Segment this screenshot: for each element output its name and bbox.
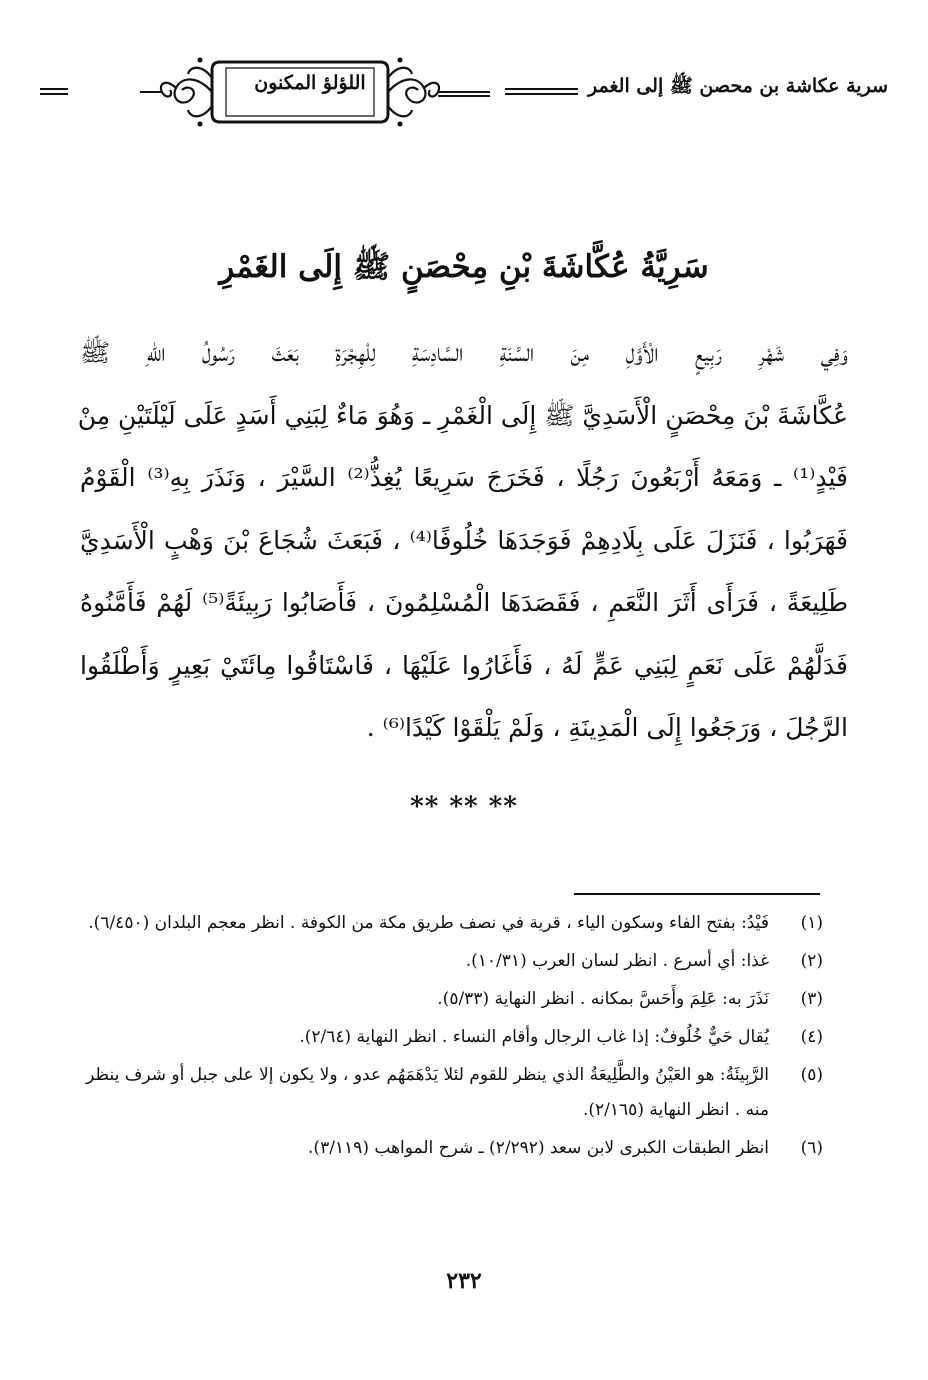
footnote-text: فَيْدُ: بفتح الفاء وسكون الياء ، قرية في نصف طريق مكة من الكوفة . انظر معجم البلدان (٦/٤٥٠). bbox=[88, 913, 769, 933]
footnote bbox=[80, 982, 823, 1017]
section-separator: ** ** ** bbox=[410, 792, 518, 822]
footnote-number: (٥) bbox=[800, 1065, 823, 1085]
body-line: الرَّجُلَ ، وَرَجَعُوا إِلَى الْمَدِينَةِ ، وَلَمْ يَلْقَوْا كَيْدًا⁽⁶⁾ . bbox=[366, 713, 848, 742]
footnote-text: نَذَرَ به: عَلِمَ وأَحَسَّ بمكانه . انظر النهاية (٥/٣٣). bbox=[437, 989, 769, 1009]
footnote bbox=[80, 1020, 823, 1055]
footnote-text: الرَّبِيئَةُ: هو العَيْنُ والطَّلِيعَةُ الذي ينظر للقوم لئلا يَدْهَمَهُم عدو ، ولا يكون إلا على جبل أو شرف ينظر منه . انظر النهاية (٢/١٦٥). bbox=[86, 1065, 769, 1120]
chapter-heading: سَرِيَّةُ عُكَّاشَةَ بْنِ مِحْصَنٍ ﷺ إِلَى الغَمْرِ bbox=[219, 249, 709, 285]
footnote-text: يُقال حَيٌّ خُلُوفٌ: إذا غاب الرجال وأقام النساء . انظر النهاية (٢/٦٤). bbox=[299, 1027, 769, 1047]
body-line: وَفِي شَهْرِ رَبِيعٍ الْأَوَّلِ مِنَ السَّنَةِ السَّادِسَةِ لِلْهِجْرَةِ بَعَثَ رَسُولُ اللهِ ﷺ bbox=[80, 338, 848, 367]
footnote bbox=[80, 1058, 823, 1128]
running-header bbox=[40, 48, 888, 136]
footnote-number: (٣) bbox=[800, 989, 823, 1009]
body-line: عُكَّاشَةَ بْنَ مِحْصَنٍ الْأَسَدِيَّ ﷺ إِلَى الْغَمْرِ ـ وَهُوَ مَاءٌ لِبَنِي أَسَدٍ عَلَى لَيْلَتَيْنِ مِنْ bbox=[77, 400, 848, 430]
footnote-number: (٤) bbox=[800, 1027, 823, 1047]
footnote-text: انظر الطبقات الكبرى لابن سعد (٢/٢٩٢) ـ شرح المواهب (٣/١١٩). bbox=[308, 1138, 769, 1158]
body-line: فَدَلَّهُمْ عَلَى نَعَمٍ لِبَنِي عَمٍّ لَهُ ، فَأَغَارُوا عَلَيْهَا ، فَاسْتَاقُوا مِائَتَيْ بَعِيرٍ وَأَطْلَقُوا bbox=[80, 650, 848, 680]
footnote-number: (١) bbox=[800, 913, 823, 933]
body-line: فَيْدٍ⁽¹⁾ ـ وَمَعَهُ أَرْبَعُونَ رَجُلًا ، فَخَرَجَ سَرِيعًا يُغِذُّ⁽²⁾ السَّيْرَ ، وَنَذَرَ بِهِ⁽³⁾ الْقَوْمُ bbox=[80, 463, 848, 492]
footnote bbox=[80, 1131, 823, 1166]
footnote-rule bbox=[574, 893, 820, 895]
header-rule bbox=[40, 88, 68, 95]
running-chapter-title: سرية عكاشة بن محصن ﷺ إلى الغمر bbox=[578, 74, 888, 102]
body-line: طَلِيعَةً ، فَرَأَى أَثَرَ النَّعَمِ ، فَقَصَدَهَا الْمُسْلِمُونَ ، فَأَصَابُوا رَبِيئَةً⁽⁵⁾ لَهُمْ فَأَمَّنُوهُ bbox=[80, 588, 848, 617]
footnote bbox=[80, 944, 823, 979]
page-number: ٢٣٢ bbox=[446, 1268, 482, 1294]
footnotes bbox=[80, 906, 823, 1166]
footnote-number: (٦) bbox=[800, 1138, 823, 1158]
footnote-text: غذا: أي أسرع . انظر لسان العرب (١٠/٣١). bbox=[465, 951, 769, 971]
book-title: اللؤلؤ المكنون bbox=[254, 72, 366, 94]
footnote bbox=[80, 906, 823, 941]
body-paragraph bbox=[77, 322, 848, 760]
footnote-number: (٢) bbox=[800, 951, 823, 971]
body-line: فَهَرَبُوا ، فَنَزَلَ عَلَى بِلَادِهِمْ فَوَجَدَهَا خُلُوفًا⁽⁴⁾ ، فَبَعَثَ شُجَاعَ بْنَ وَهْبٍ الْأَسَدِيَّ bbox=[80, 525, 848, 555]
